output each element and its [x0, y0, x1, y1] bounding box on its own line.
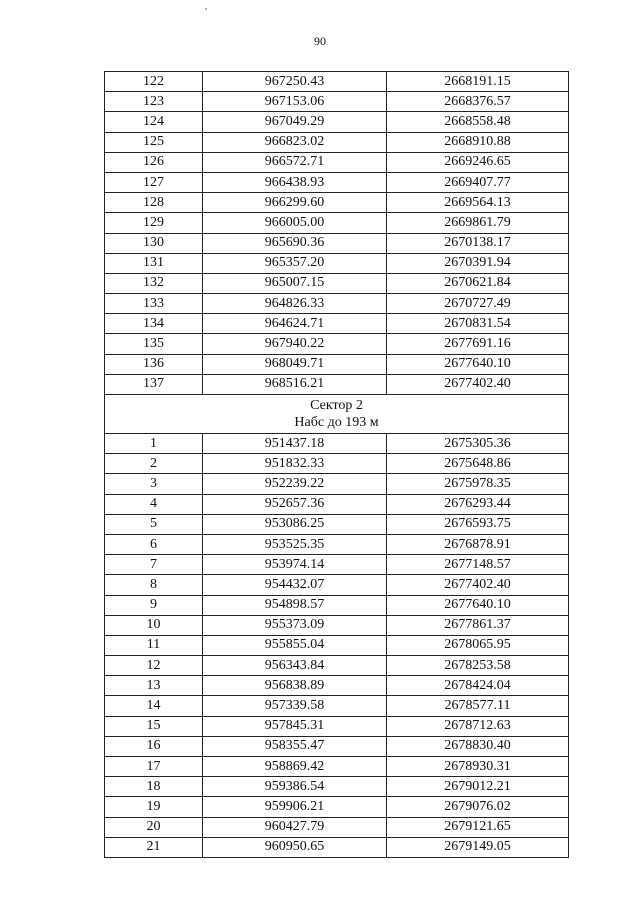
y-coordinate-cell: 2670621.84 — [387, 273, 569, 293]
y-coordinate-cell: 2675978.35 — [387, 474, 569, 494]
y-coordinate-cell: 2668558.48 — [387, 112, 569, 132]
y-coordinate-cell: 2678930.31 — [387, 757, 569, 777]
coordinates-table — [104, 71, 569, 858]
y-coordinate-cell: 2678065.95 — [387, 635, 569, 655]
x-coordinate-cell: 965007.15 — [203, 273, 387, 293]
y-coordinate-cell: 2676878.91 — [387, 534, 569, 554]
y-coordinate-cell: 2668191.15 — [387, 72, 569, 92]
table-row — [105, 454, 569, 474]
point-number-cell: 2 — [105, 454, 203, 474]
x-coordinate-cell: 964624.71 — [203, 314, 387, 334]
table-row — [105, 797, 569, 817]
point-number-cell: 132 — [105, 273, 203, 293]
y-coordinate-cell: 2677640.10 — [387, 595, 569, 615]
x-coordinate-cell: 966823.02 — [203, 132, 387, 152]
y-coordinate-cell: 2669564.13 — [387, 193, 569, 213]
y-coordinate-cell: 2678253.58 — [387, 656, 569, 676]
point-number-cell: 8 — [105, 575, 203, 595]
point-number-cell: 10 — [105, 615, 203, 635]
table-row — [105, 555, 569, 575]
point-number-cell: 5 — [105, 514, 203, 534]
table-row — [105, 132, 569, 152]
y-coordinate-cell: 2669246.65 — [387, 152, 569, 172]
y-coordinate-cell: 2676593.75 — [387, 514, 569, 534]
point-number-cell: 18 — [105, 777, 203, 797]
table-row — [105, 575, 569, 595]
x-coordinate-cell: 951832.33 — [203, 454, 387, 474]
y-coordinate-cell: 2675648.86 — [387, 454, 569, 474]
table-row — [105, 656, 569, 676]
table-row — [105, 777, 569, 797]
x-coordinate-cell: 953086.25 — [203, 514, 387, 534]
table-row — [105, 253, 569, 273]
x-coordinate-cell: 957339.58 — [203, 696, 387, 716]
table-row — [105, 696, 569, 716]
point-number-cell: 137 — [105, 374, 203, 394]
x-coordinate-cell: 953525.35 — [203, 534, 387, 554]
point-number-cell: 6 — [105, 534, 203, 554]
point-number-cell: 133 — [105, 294, 203, 314]
x-coordinate-cell: 953974.14 — [203, 555, 387, 575]
table-row — [105, 837, 569, 857]
table-row — [105, 534, 569, 554]
point-number-cell: 134 — [105, 314, 203, 334]
x-coordinate-cell: 966572.71 — [203, 152, 387, 172]
table-row — [105, 233, 569, 253]
y-coordinate-cell: 2670727.49 — [387, 294, 569, 314]
point-number-cell: 129 — [105, 213, 203, 233]
x-coordinate-cell: 965357.20 — [203, 253, 387, 273]
point-number-cell: 128 — [105, 193, 203, 213]
x-coordinate-cell: 960950.65 — [203, 837, 387, 857]
y-coordinate-cell: 2677148.57 — [387, 555, 569, 575]
point-number-cell: 3 — [105, 474, 203, 494]
scan-speck — [205, 8, 207, 10]
point-number-cell: 12 — [105, 656, 203, 676]
x-coordinate-cell: 957845.31 — [203, 716, 387, 736]
point-number-cell: 7 — [105, 555, 203, 575]
table-row — [105, 615, 569, 635]
table-row — [105, 434, 569, 454]
y-coordinate-cell: 2669861.79 — [387, 213, 569, 233]
table-row — [105, 635, 569, 655]
point-number-cell: 11 — [105, 635, 203, 655]
y-coordinate-cell: 2678577.11 — [387, 696, 569, 716]
x-coordinate-cell: 952657.36 — [203, 494, 387, 514]
table-row — [105, 193, 569, 213]
table-row — [105, 494, 569, 514]
y-coordinate-cell: 2668376.57 — [387, 92, 569, 112]
point-number-cell: 130 — [105, 233, 203, 253]
point-number-cell: 17 — [105, 757, 203, 777]
table-row — [105, 213, 569, 233]
point-number-cell: 20 — [105, 817, 203, 837]
table-row — [105, 112, 569, 132]
y-coordinate-cell: 2679012.21 — [387, 777, 569, 797]
sector-subtitle: Набс до 193 м — [294, 415, 379, 430]
sector-header-cell — [105, 395, 569, 434]
point-number-cell: 1 — [105, 434, 203, 454]
table-row — [105, 676, 569, 696]
table-row — [105, 817, 569, 837]
x-coordinate-cell: 958355.47 — [203, 736, 387, 756]
x-coordinate-cell: 956343.84 — [203, 656, 387, 676]
table-row — [105, 172, 569, 192]
x-coordinate-cell: 966299.60 — [203, 193, 387, 213]
x-coordinate-cell: 960427.79 — [203, 817, 387, 837]
y-coordinate-cell: 2679076.02 — [387, 797, 569, 817]
x-coordinate-cell: 959386.54 — [203, 777, 387, 797]
x-coordinate-cell: 967250.43 — [203, 72, 387, 92]
point-number-cell: 15 — [105, 716, 203, 736]
point-number-cell: 124 — [105, 112, 203, 132]
x-coordinate-cell: 968049.71 — [203, 354, 387, 374]
y-coordinate-cell: 2676293.44 — [387, 494, 569, 514]
table-row — [105, 354, 569, 374]
y-coordinate-cell: 2675305.36 — [387, 434, 569, 454]
point-number-cell: 9 — [105, 595, 203, 615]
point-number-cell: 136 — [105, 354, 203, 374]
x-coordinate-cell: 968516.21 — [203, 374, 387, 394]
x-coordinate-cell: 959906.21 — [203, 797, 387, 817]
page-number: 90 — [314, 34, 326, 48]
y-coordinate-cell: 2670138.17 — [387, 233, 569, 253]
sector-title: Сектор 2 — [310, 398, 363, 413]
table-row — [105, 716, 569, 736]
y-coordinate-cell: 2678712.63 — [387, 716, 569, 736]
point-number-cell: 13 — [105, 676, 203, 696]
y-coordinate-cell: 2679121.65 — [387, 817, 569, 837]
table-row — [105, 273, 569, 293]
point-number-cell: 14 — [105, 696, 203, 716]
table-row — [105, 374, 569, 394]
x-coordinate-cell: 966005.00 — [203, 213, 387, 233]
x-coordinate-cell: 967153.06 — [203, 92, 387, 112]
table-row — [105, 152, 569, 172]
x-coordinate-cell: 954898.57 — [203, 595, 387, 615]
table-row — [105, 72, 569, 92]
table-row — [105, 595, 569, 615]
point-number-cell: 125 — [105, 132, 203, 152]
sector-2-header — [105, 395, 569, 434]
y-coordinate-cell: 2677640.10 — [387, 354, 569, 374]
y-coordinate-cell: 2670391.94 — [387, 253, 569, 273]
point-number-cell: 19 — [105, 797, 203, 817]
y-coordinate-cell: 2669407.77 — [387, 172, 569, 192]
table-row — [105, 294, 569, 314]
y-coordinate-cell: 2678830.40 — [387, 736, 569, 756]
x-coordinate-cell: 955855.04 — [203, 635, 387, 655]
point-number-cell: 122 — [105, 72, 203, 92]
y-coordinate-cell: 2677691.16 — [387, 334, 569, 354]
point-number-cell: 21 — [105, 837, 203, 857]
x-coordinate-cell: 967940.22 — [203, 334, 387, 354]
point-number-cell: 126 — [105, 152, 203, 172]
x-coordinate-cell: 966438.93 — [203, 172, 387, 192]
x-coordinate-cell: 967049.29 — [203, 112, 387, 132]
point-number-cell: 123 — [105, 92, 203, 112]
table-row — [105, 757, 569, 777]
sector-header-row — [105, 395, 569, 434]
table-row — [105, 92, 569, 112]
point-number-cell: 127 — [105, 172, 203, 192]
y-coordinate-cell: 2679149.05 — [387, 837, 569, 857]
sector-1-rows — [105, 72, 569, 395]
table-row — [105, 514, 569, 534]
point-number-cell: 131 — [105, 253, 203, 273]
table-row — [105, 474, 569, 494]
x-coordinate-cell: 952239.22 — [203, 474, 387, 494]
x-coordinate-cell: 965690.36 — [203, 233, 387, 253]
y-coordinate-cell: 2677402.40 — [387, 374, 569, 394]
point-number-cell: 16 — [105, 736, 203, 756]
x-coordinate-cell: 956838.89 — [203, 676, 387, 696]
x-coordinate-cell: 951437.18 — [203, 434, 387, 454]
table-row — [105, 334, 569, 354]
y-coordinate-cell: 2670831.54 — [387, 314, 569, 334]
x-coordinate-cell: 955373.09 — [203, 615, 387, 635]
table-row — [105, 736, 569, 756]
point-number-cell: 135 — [105, 334, 203, 354]
y-coordinate-cell: 2678424.04 — [387, 676, 569, 696]
y-coordinate-cell: 2677402.40 — [387, 575, 569, 595]
y-coordinate-cell: 2677861.37 — [387, 615, 569, 635]
sector-2-rows — [105, 434, 569, 858]
point-number-cell: 4 — [105, 494, 203, 514]
x-coordinate-cell: 964826.33 — [203, 294, 387, 314]
y-coordinate-cell: 2668910.88 — [387, 132, 569, 152]
table-row — [105, 314, 569, 334]
x-coordinate-cell: 954432.07 — [203, 575, 387, 595]
x-coordinate-cell: 958869.42 — [203, 757, 387, 777]
